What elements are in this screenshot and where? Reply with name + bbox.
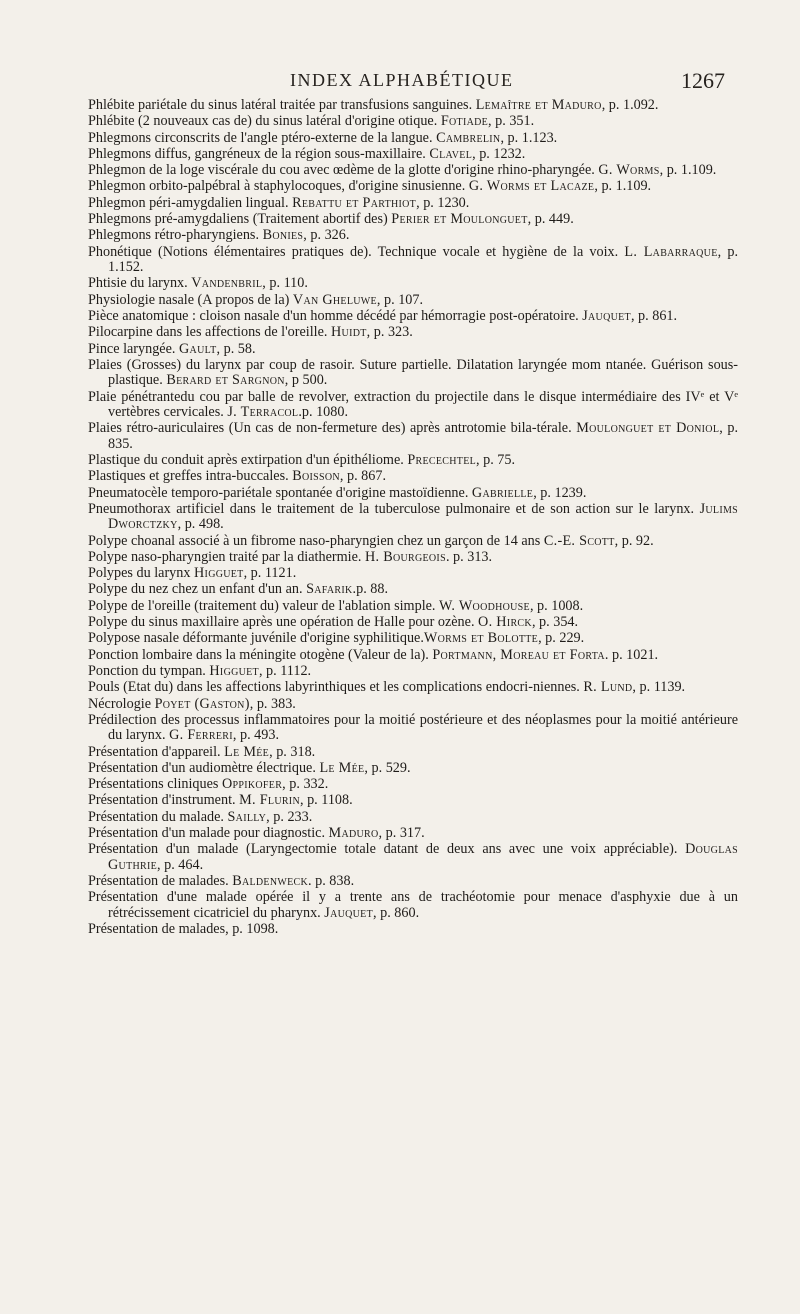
entry-author: G. Worms: [598, 162, 660, 179]
entry-subject: Phlébite pariétale du sinus latéral traitée par transfusions sanguines.: [88, 97, 476, 113]
entry-subject: Polype choanal associé à un fibrome naso-pharyngien chez un garçon de 14 ans: [88, 532, 544, 549]
entry-page-ref: , p. 449.: [527, 211, 574, 228]
entry-subject: Prédilection des processus inflammatoires pour la moitié postérieure et des néoplasmes pour la moitié antérieure du larynx.: [88, 711, 738, 744]
entry-page-ref: . p. 1021.: [604, 646, 659, 663]
entry-page-ref: . p. 838.: [308, 873, 355, 890]
index-entry: [88, 810, 738, 825]
entry-author: R. Lund: [583, 679, 633, 696]
entry-author: Jauquet: [582, 307, 631, 324]
entry-page-ref: . p. 313.: [445, 548, 493, 565]
entry-subject: Phlegmon de la loge viscérale du cou avec œdème de la glotte d'origine rhino-pharyngée.: [88, 162, 599, 179]
entry-subject: Présentation d'une malade opérée il y a trente ans de trachéotomie pour menace d'asphyxie due à un rétrécissement cicatriciel du pharynx.: [88, 889, 738, 921]
index-entry: [88, 276, 738, 291]
entry-subject: Phlegmon péri-amygdalien lingual.: [88, 194, 293, 211]
entry-subject: Phlegmons pré-amygdaliens (Traitement abortif des): [88, 211, 392, 228]
entry-author: Oppikofer: [221, 776, 283, 793]
entry-page-ref: , p. 529.: [364, 759, 411, 776]
entry-page-ref: , p. 1232.: [472, 145, 526, 162]
index-entry: [88, 421, 738, 452]
entry-page-ref: , p. 58.: [216, 340, 256, 357]
entry-subject: Polype du nez chez un enfant d'un an.: [88, 581, 307, 598]
entry-author: Le Mée: [319, 759, 365, 776]
entry-author: M. Flurin: [239, 792, 300, 809]
entry-author: Fotiade: [440, 113, 489, 130]
entry-page-ref: , p. 383.: [249, 695, 296, 712]
index-entry: [88, 599, 738, 614]
entry-page-ref: , p. 1.152.: [108, 243, 738, 276]
entry-subject: Présentation d'un malade pour diagnostic.: [88, 825, 329, 842]
page-header: [0, 68, 800, 98]
index-entry: [88, 664, 738, 679]
entry-subject: Présentation de malades.: [88, 873, 233, 890]
running-title: INDEX ALPHABÉTIQUE: [290, 70, 514, 90]
entry-subject: Polypose nasale déformante juvénile d'origine syphilitique.: [88, 630, 424, 647]
entry-subject: Présentation de malades, p. 1098.: [88, 921, 279, 938]
entry-author: Berard et Sargnon: [166, 372, 285, 389]
entry-page-ref: , p. 110.: [262, 275, 308, 292]
index-entry: [88, 486, 738, 501]
index-entry: [88, 502, 738, 533]
entry-author: O. Hirck: [478, 614, 532, 631]
entry-author: C.-E. Scott: [543, 532, 615, 549]
index-entry: [88, 212, 738, 227]
entry-author: Jauquet: [324, 904, 373, 921]
entry-subject: Pouls (Etat du) dans les affections labyrinthiques et les complications endocri-niennes.: [88, 679, 584, 696]
entry-subject: Polypes du larynx: [88, 565, 195, 582]
entry-page-ref: , p. 107.: [376, 291, 424, 308]
index-entry: [88, 761, 738, 776]
entry-author: Van Gheluwe: [292, 291, 377, 308]
index-entry: [88, 777, 738, 792]
entry-subject: Pièce anatomique : cloison nasale d'un homme décédé par hémorragie post-opératoire.: [88, 307, 583, 324]
entry-page-ref: , p. 1.123.: [500, 129, 558, 146]
entry-author: L. Labarraque: [624, 243, 718, 260]
entry-author: Portmann, Moreau et Forta: [432, 646, 605, 663]
index-entry: [88, 842, 738, 873]
index-entry: [88, 680, 738, 695]
index-entry: [88, 453, 738, 468]
entry-page-ref: , p. 860.: [373, 904, 420, 921]
entry-author: W. Woodhouse: [439, 597, 530, 614]
entry-author: J. Terracol: [227, 403, 299, 420]
index-entry: [88, 114, 738, 129]
entry-page-ref: , p. 835.: [108, 420, 739, 452]
entry-page-ref: , p. 92.: [614, 532, 654, 549]
index-entries-list: [88, 98, 738, 938]
page-number: 1267: [681, 68, 725, 93]
entry-page-ref: .p. 88.: [352, 581, 389, 598]
entry-page-ref: , p. 1230.: [416, 194, 470, 211]
entry-page-ref: , p. 323.: [366, 324, 413, 341]
entry-subject: Polype de l'oreille (traitement du) valeur de l'ablation simple.: [88, 597, 440, 614]
entry-subject: Plastiques et greffes intra-buccales.: [88, 468, 293, 485]
entry-subject: Présentation du malade.: [88, 808, 228, 825]
entry-author: Rebattu et Parthiot: [292, 194, 417, 211]
entry-author: Gault: [179, 340, 217, 357]
entry-subject: Plaie pénétrantedu cou par balle de revolver, extraction du projectile dans le disque intermédiaire des IVᵉ et Vᵉ vertèbres cervicales.: [88, 388, 738, 420]
index-entry: [88, 98, 738, 113]
index-entry: [88, 534, 738, 549]
index-entry: [88, 358, 738, 389]
index-entry: [88, 469, 738, 484]
entry-author: Poyet (Gaston): [154, 695, 250, 712]
index-entry: [88, 325, 738, 340]
entry-page-ref: , p. 1112.: [258, 662, 312, 679]
entry-subject: Plaies rétro-auriculaires (Un cas de non-fermeture des) après antrotomie bila-térale.: [88, 420, 577, 437]
index-entry: [88, 648, 738, 663]
entry-author: Safarik: [306, 581, 353, 598]
index-entry: [88, 147, 738, 162]
index-entry: [88, 890, 738, 921]
index-entry: [88, 293, 738, 308]
entry-page-ref: , p. 1008.: [529, 597, 584, 614]
index-entry: [88, 163, 738, 178]
entry-subject: Pince laryngée.: [88, 340, 179, 357]
entry-author: Boisson: [292, 468, 340, 485]
entry-author: Higguet: [194, 565, 244, 582]
entry-subject: Ponction du tympan.: [88, 662, 210, 679]
entry-author: Lemaître et Maduro: [475, 97, 602, 113]
entry-subject: Présentation d'un malade (Laryngectomie totale datant de deux ans avec une voix appréciable).: [88, 841, 686, 858]
entry-author: Baldenweck: [232, 873, 308, 890]
entry-subject: Plastique du conduit après extirpation d'un épithéliome.: [88, 451, 408, 468]
entry-author: G. Ferreri: [169, 727, 233, 744]
entry-subject: Présentation d'appareil.: [88, 743, 225, 760]
entry-subject: Phlegmons diffus, gangréneux de la région sous-maxillaire.: [88, 145, 430, 162]
entry-author: Vandenbril: [191, 275, 263, 292]
entry-page-ref: , p. 229.: [538, 630, 585, 647]
entry-author: Julims Dworctzky: [108, 500, 738, 533]
index-entry: [88, 131, 738, 146]
index-entry: [88, 615, 738, 630]
entry-author: Clavel: [429, 145, 473, 162]
entry-page-ref: , p. 1.092.: [601, 97, 659, 113]
entry-author: Precechtel: [407, 451, 477, 468]
entry-page-ref: .p. 1080.: [298, 403, 348, 420]
index-entry: [88, 697, 738, 712]
entry-subject: Phonétique (Notions élémentaires pratiques de). Technique vocale et hygiène de la voix.: [88, 243, 625, 260]
entry-subject: Phlébite (2 nouveaux cas de) du sinus latéral d'origine otique.: [88, 113, 441, 130]
index-entry: [88, 390, 738, 421]
entry-author: Gabrielle: [471, 484, 534, 501]
entry-author: Douglas Guthrie: [108, 841, 738, 873]
entry-subject: Polype naso-pharyngien traité par la diathermie.: [88, 548, 365, 565]
entry-author: Higguet: [209, 662, 259, 679]
entry-page-ref: , p. 351.: [488, 113, 535, 130]
entry-page-ref: , p. 318.: [269, 743, 316, 760]
entry-subject: Phlegmons rétro-pharyngiens.: [88, 227, 263, 244]
entry-page-ref: , p. 861.: [630, 307, 678, 324]
entry-author: Sailly: [227, 808, 267, 825]
entry-subject: Nécrologie: [88, 695, 155, 712]
entry-author: Maduro: [328, 825, 379, 842]
entry-subject: Phtisie du larynx.: [88, 275, 192, 292]
entry-page-ref: , p. 75.: [476, 451, 516, 468]
index-entry: [88, 793, 738, 808]
index-entry: [88, 922, 738, 937]
entry-subject: Présentations cliniques: [88, 776, 222, 793]
index-entry: [88, 582, 738, 597]
entry-subject: Phlegmon orbito-palpébral à staphylocoques, d'origine sinusienne.: [88, 178, 469, 195]
entry-page-ref: , p. 332.: [282, 776, 329, 793]
entry-author: Huidt: [331, 324, 367, 341]
entry-subject: Physiologie nasale (A propos de la): [88, 291, 293, 308]
entry-page-ref: , p. 1.109.: [659, 162, 717, 179]
entry-author: Moulonguet et Doniol: [576, 420, 720, 437]
entry-page-ref: , p. 1239.: [533, 484, 587, 501]
entry-author: H. Bourgeois: [364, 548, 446, 565]
entry-page-ref: , p 500.: [284, 372, 328, 389]
entry-subject: Pilocarpine dans les affections de l'oreille.: [88, 324, 332, 341]
index-entry: [88, 309, 738, 324]
entry-page-ref: , p. 867.: [339, 468, 386, 485]
entry-page-ref: , p. 317.: [378, 825, 425, 842]
entry-subject: Plaies (Grosses) du larynx par coup de rasoir. Suture partielle. Dilatation laryngée mom ntanée. Guérison sous-plastique.: [88, 356, 738, 389]
entry-subject: Phlegmons circonscrits de l'angle ptéro-externe de la langue.: [88, 129, 437, 146]
entry-author: Le Mée: [224, 743, 270, 760]
entry-subject: Pneumatocèle temporo-pariétale spontanée d'origine mastoïdienne.: [88, 484, 472, 501]
entry-subject: Présentation d'un audiomètre électrique.: [88, 759, 320, 776]
entry-page-ref: , p. 464.: [157, 856, 204, 873]
index-entry: [88, 179, 738, 194]
index-entry: [88, 550, 738, 565]
entry-subject: Polype du sinus maxillaire après une opération de Halle pour ozène.: [88, 614, 479, 631]
index-entry: [88, 245, 738, 276]
index-entry: [88, 228, 738, 243]
entry-page-ref: , p. 498.: [177, 516, 224, 533]
index-entry: [88, 196, 738, 211]
index-entry: [88, 713, 738, 744]
entry-author: G. Worms et Lacaze: [468, 178, 595, 195]
index-entry: [88, 826, 738, 841]
entry-subject: Pneumothorax artificiel dans le traitement de la tuberculose pulmonaire et de son action sur le larynx.: [88, 500, 700, 517]
entry-author: Bonies: [262, 227, 304, 244]
entry-page-ref: , p. 233.: [266, 808, 313, 825]
entry-page-ref: , p. 1108.: [299, 792, 353, 809]
entry-page-ref: , p. 354.: [531, 614, 579, 631]
index-entry: [88, 745, 738, 760]
entry-author: Perier et Moulonguet: [391, 211, 528, 228]
entry-subject: Présentation d'instrument.: [88, 792, 240, 809]
entry-page-ref: , p. 1121.: [243, 565, 297, 582]
index-entry: [88, 874, 738, 889]
index-entry: [88, 631, 738, 646]
index-entry: [88, 342, 738, 357]
entry-page-ref: , p. 1.109.: [594, 178, 652, 195]
entry-page-ref: , p. 326.: [303, 227, 350, 244]
entry-author: Worms et Bolotte: [423, 630, 539, 647]
entry-page-ref: , p. 1139.: [632, 679, 686, 696]
index-entry: [88, 566, 738, 581]
entry-subject: Ponction lombaire dans la méningite otogène (Valeur de la).: [88, 646, 433, 663]
entry-author: Cambrelin: [436, 129, 501, 146]
entry-page-ref: , p. 493.: [232, 727, 279, 744]
